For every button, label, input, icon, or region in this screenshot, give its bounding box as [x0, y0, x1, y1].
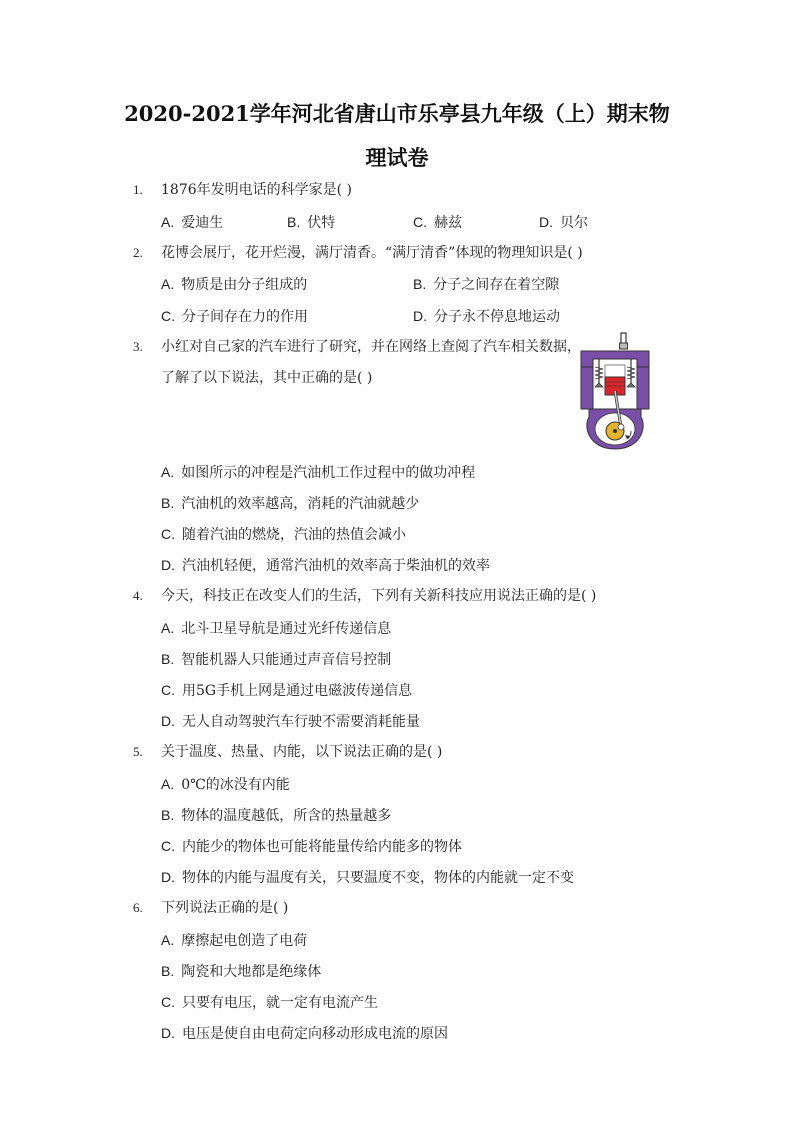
option-letter: C. [161, 994, 175, 1010]
question-3-line2: 了解了以下说法，其中正确的是( ) [161, 370, 373, 386]
option-1c[interactable] [413, 213, 462, 232]
option-text: 分子之间存在着空隙 [433, 277, 560, 293]
option-5b[interactable] [161, 806, 391, 825]
option-letter: A. [161, 276, 175, 292]
option-letter: B. [413, 276, 427, 292]
option-letter: A. [161, 932, 175, 948]
option-letter: A. [161, 620, 175, 636]
question-text: 今天，科技正在改变人们的生活，下列有关新科技应用说法正确的是( ) [161, 588, 597, 604]
option-4a[interactable] [161, 619, 391, 638]
option-letter: C. [161, 526, 175, 542]
engine-cylinder-diagram-icon [575, 331, 655, 453]
option-letter: B. [161, 807, 175, 823]
exam-title-line2: 理试卷 [365, 145, 429, 170]
option-1d[interactable] [539, 213, 588, 232]
question-number: 4. [133, 588, 143, 603]
option-text: 只要有电压，就一定有电流产生 [182, 995, 378, 1011]
option-4d[interactable] [161, 712, 420, 731]
option-text: 北斗卫星导航是通过光纤传递信息 [181, 621, 392, 637]
option-letter: A. [161, 214, 175, 230]
option-letter: C. [413, 214, 427, 230]
question-text: 下列说法正确的是( ) [161, 900, 289, 916]
option-text: 内能少的物体也可能将能量传给内能多的物体 [182, 839, 462, 855]
option-6a[interactable] [161, 931, 307, 950]
option-text: 随着汽油的燃烧，汽油的热值会减小 [182, 527, 406, 543]
option-4c[interactable] [161, 681, 412, 700]
option-3b[interactable] [161, 494, 419, 513]
option-letter: B. [161, 651, 175, 667]
option-5c[interactable] [161, 837, 462, 856]
option-1a[interactable] [161, 213, 223, 232]
option-2d[interactable] [413, 307, 560, 326]
option-letter: A. [161, 776, 175, 792]
question-number: 3. [133, 339, 143, 354]
option-letter: D. [539, 214, 553, 230]
option-2c[interactable] [161, 307, 308, 326]
option-letter: B. [161, 963, 175, 979]
option-text: 赫兹 [434, 215, 462, 231]
option-letter: A. [161, 464, 175, 480]
option-text: 伏特 [307, 215, 336, 231]
option-text: 爱迪生 [181, 215, 224, 231]
option-1b[interactable] [287, 213, 335, 232]
option-6d[interactable] [161, 1024, 448, 1043]
option-text: 智能机器人只能通过声音信号控制 [181, 652, 392, 668]
option-letter: B. [161, 495, 175, 511]
option-text: 无人自动驾驶汽车行驶不需要消耗能量 [182, 714, 420, 730]
option-letter: D. [161, 869, 175, 885]
option-text: 如图所示的冲程是汽油机工作过程中的做功冲程 [181, 465, 476, 481]
option-text: 汽油机的效率越高，消耗的汽油就越少 [181, 496, 420, 512]
option-text: 电压是使自由电荷定向移动形成电流的原因 [182, 1026, 448, 1042]
option-text: 贝尔 [560, 215, 588, 231]
option-text: 分子永不停息地运动 [434, 309, 560, 325]
question-number: 1. [133, 182, 143, 197]
option-6c[interactable] [161, 993, 378, 1012]
option-3c[interactable] [161, 525, 406, 544]
option-4b[interactable] [161, 650, 391, 669]
question-number: 2. [133, 245, 143, 260]
option-text: 分子间存在力的作用 [182, 309, 308, 325]
option-letter: B. [287, 214, 301, 230]
option-3d[interactable] [161, 556, 490, 575]
option-letter: D. [413, 308, 427, 324]
option-letter: D. [161, 557, 175, 573]
option-text: 物体的内能与温度有关，只要温度不变，物体的内能就一定不变 [182, 870, 574, 886]
option-3a[interactable] [161, 463, 475, 482]
option-text: 摩擦起电创造了电荷 [181, 933, 308, 949]
question-text: 1876年发明电话的科学家是( ) [161, 182, 353, 198]
question-text: 关于温度、热量、内能，以下说法正确的是( ) [161, 744, 443, 760]
option-5d[interactable] [161, 868, 574, 887]
option-2b[interactable] [413, 275, 559, 294]
question-text-line1: 小红对自己家的汽车进行了研究，并在网络上查阅了汽车相关数据， [161, 339, 581, 355]
option-text: 物质是由分子组成的 [181, 277, 308, 293]
option-text: 0℃的冰没有内能 [181, 777, 290, 793]
option-letter: C. [161, 838, 175, 854]
option-letter: D. [161, 1025, 175, 1041]
question-number: 5. [133, 744, 143, 759]
option-text: 物体的温度越低，所含的热量越多 [181, 808, 392, 824]
exam-title-line1: 2020-2021学年河北省唐山市乐亭县九年级（上）期末物 [124, 101, 670, 126]
option-5a[interactable] [161, 775, 290, 794]
option-6b[interactable] [161, 962, 321, 981]
question-text: 花博会展厅，花开烂漫，满厅清香。“满厅清香”体现的物理知识是( ) [161, 245, 583, 261]
option-letter: D. [161, 713, 175, 729]
option-2a[interactable] [161, 275, 307, 294]
option-text: 陶瓷和大地都是绝缘体 [181, 964, 322, 980]
question-number: 6. [133, 900, 143, 915]
option-text: 用5G手机上网是通过电磁波传递信息 [182, 683, 413, 699]
option-text: 汽油机轻便，通常汽油机的效率高于柴油机的效率 [182, 558, 490, 574]
option-letter: C. [161, 682, 175, 698]
option-letter: C. [161, 308, 175, 324]
